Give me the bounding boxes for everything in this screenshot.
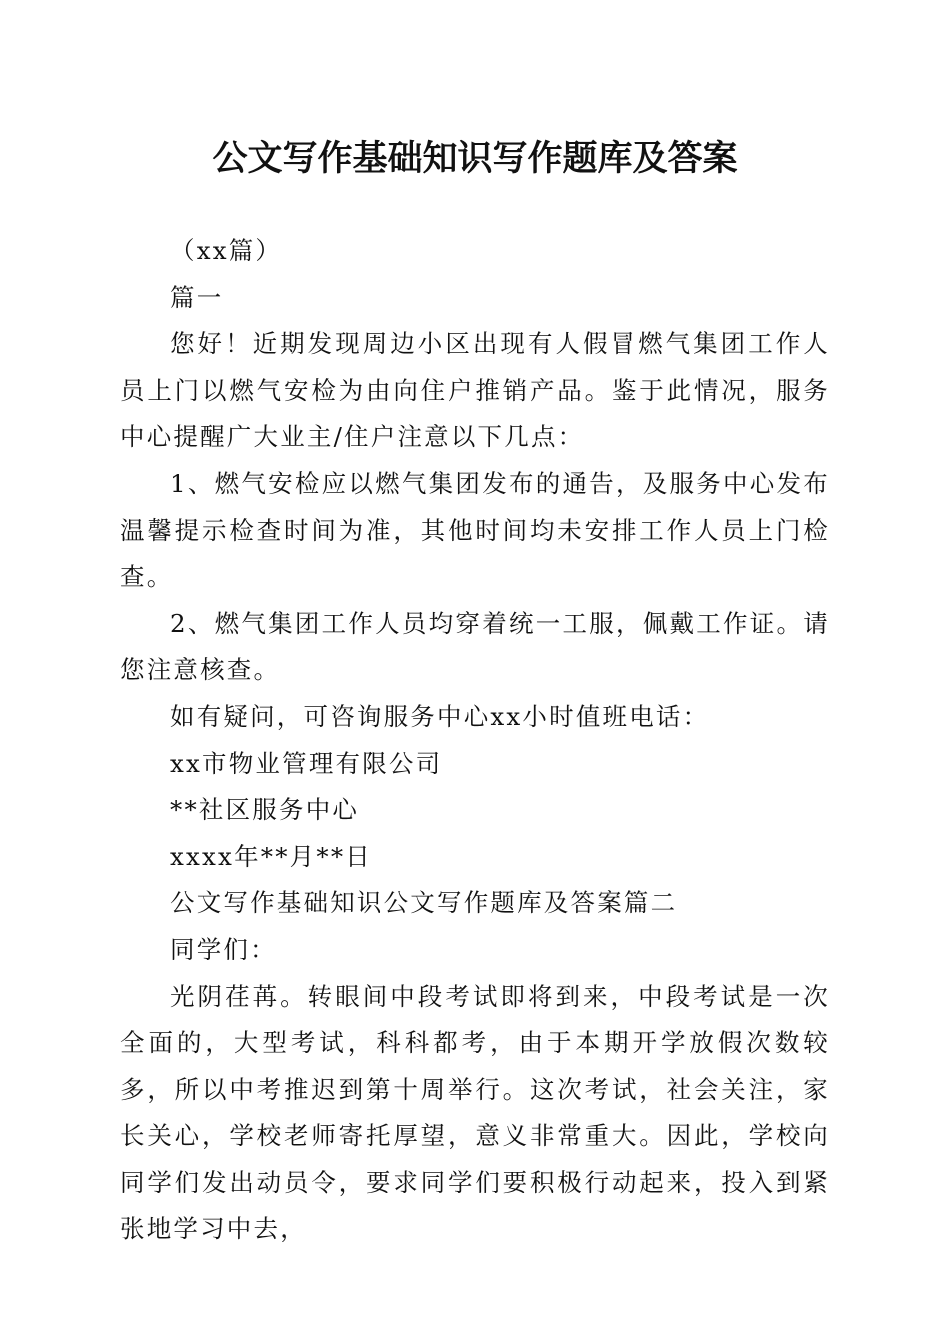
paragraph-exam-notice: 光阴荏苒。转眼间中段考试即将到来，中段考试是一次全面的，大型考试，科科都考，由于本期开学放假次数较多，所以中考推迟到第十周举行。这次考试，社会关注，家长关心，学校老师寄托厚望，意义非常重大。因此，学校向同学们发出动员令，要求同学们要积极行动起来，投入到紧张地学习中去，: [120, 981, 830, 1244]
paragraph-section-two-heading: 公文写作基础知识公文写作题库及答案篇二: [170, 888, 678, 918]
paragraph-section-one-heading: 篇一: [170, 282, 224, 312]
paragraph-point-1: 1、燃气安检应以燃气集团发布的通告，及服务中心发布温馨提示检查时间为准，其他时间均未安排工作人员上门检查。: [120, 468, 830, 592]
paragraph-notice: 您好！近期发现周边小区出现有人假冒燃气集团工作人员上门以燃气安检为由向住户推销产品。鉴于此情况，服务中心提醒广大业主/住户注意以下几点：: [120, 329, 830, 452]
paragraph-volume-note: （xx篇）: [170, 236, 283, 265]
document-title: 公文写作基础知识写作题库及答案: [212, 138, 738, 179]
paragraph-point-2: 2、燃气集团工作人员均穿着统一工服，佩戴工作证。请您注意核查。: [120, 608, 830, 685]
paragraph-date: xxxx年**月**日: [170, 841, 372, 871]
paragraph-salutation: 同学们：: [170, 934, 277, 964]
paragraph-contact: 如有疑问，可咨询服务中心xx小时值班电话：: [170, 701, 710, 731]
paragraph-service-center: **社区服务中心: [170, 795, 360, 825]
document-body: [120, 228, 830, 1253]
paragraph-company: xx市物业管理有限公司: [170, 748, 443, 778]
